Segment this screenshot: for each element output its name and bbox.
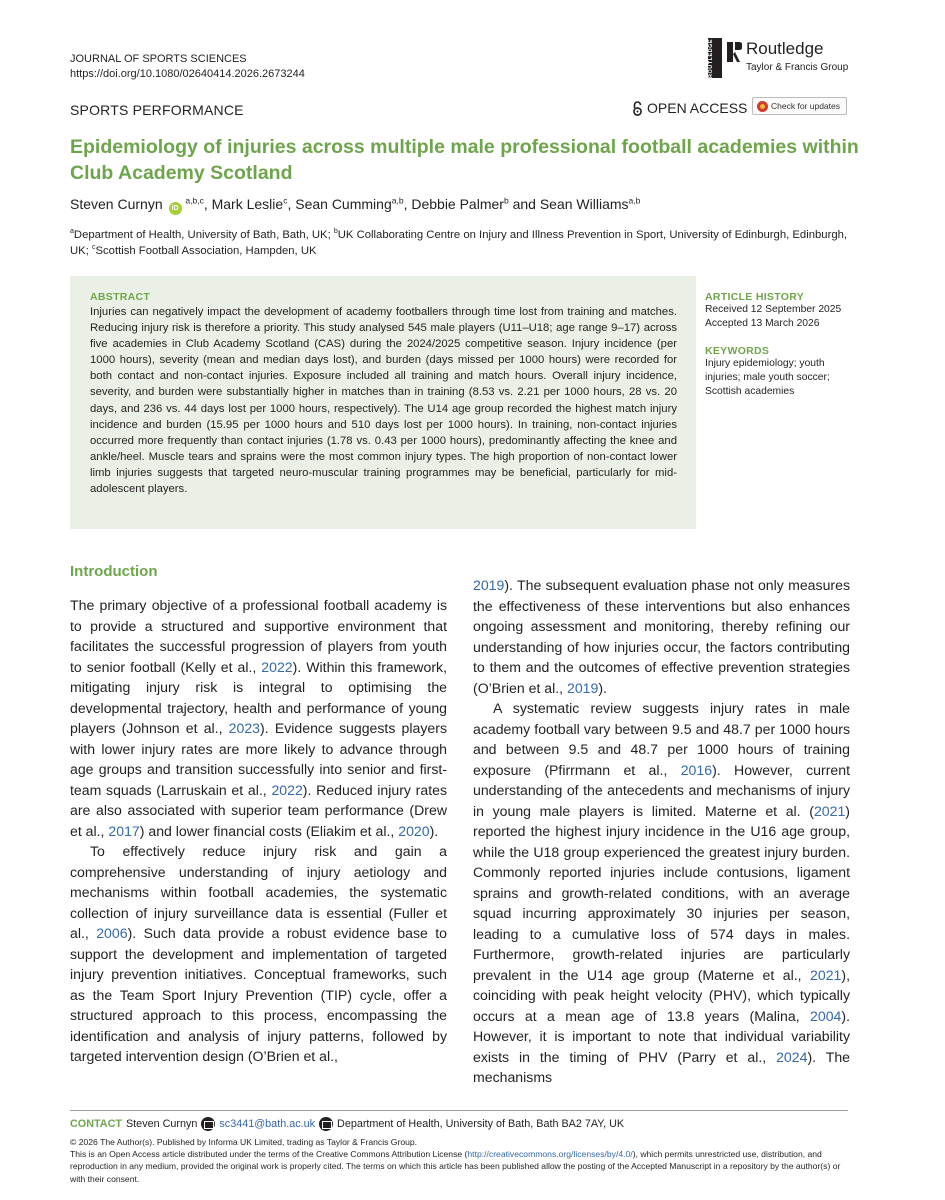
- citation-link[interactable]: 2016: [680, 761, 713, 778]
- body-text: ), coinciding with peak height velocity (PHV), which typically occurs at a mean age of 13.8 years (Malina,: [473, 966, 850, 1024]
- keywords-heading: KEYWORDS: [705, 345, 770, 357]
- contact-email-link[interactable]: sc3441@bath.ac.uk: [219, 1118, 316, 1130]
- body-column-right: [473, 575, 850, 1088]
- affiliation-text: UK Collaborating Centre on Injury and Illness Prevention in Sport, University of Edinburgh, Edinburgh, UK;: [70, 229, 848, 257]
- body-text: ).: [598, 679, 607, 696]
- keywords-text: Injury epidemiology; youth injuries; male youth soccer; Scottish academies: [705, 358, 830, 397]
- crossmark-icon: [757, 101, 768, 112]
- body-paragraph: [70, 595, 447, 841]
- journal-header: [70, 52, 305, 82]
- body-text: ). The mechanisms: [473, 1048, 850, 1085]
- routledge-logo-icon: [726, 41, 742, 63]
- article-history-heading: ARTICLE HISTORY: [705, 291, 805, 303]
- affiliation-sup: a: [70, 228, 74, 236]
- citation-link[interactable]: 2023: [228, 720, 261, 736]
- citation-link[interactable]: 2021: [810, 966, 842, 983]
- body-column-left: [70, 595, 447, 1067]
- affiliation-text: Department of Health, University of Bath, Bath, UK;: [73, 229, 334, 241]
- body-text: ).: [429, 822, 439, 839]
- body-text: A systematic review suggests injury rates in male academy football vary between 9.5 and 48.7 per 1000 hours and between 9.5 and 48.7 per 1000 hours of training exposure (Pfirrmann et al.,: [473, 700, 850, 778]
- body-text: ) reported the highest injury incidence in the U16 age group, while the U18 group experienced the greatest injury burden. Commonly reported injuries include contusions, ligament sprains and growth-related conditions, with an average squad incurring approximately 30 injuries per season, leading to a cumulative loss of 574 days in males. Furthermore, growth-related injuries are particularly prevalent in the U14 age group (Materne et al.,: [473, 802, 850, 983]
- abstract-box: [70, 276, 696, 529]
- address-icon: [319, 1117, 333, 1131]
- introduction-heading: Introduction: [70, 563, 158, 580]
- body-text: ) and lower financial costs (Eliakim et al.,: [139, 822, 399, 839]
- citation-link[interactable]: 2020: [398, 822, 430, 839]
- contact-address: Department of Health, University of Bath, Bath BA2 7AY, UK: [337, 1118, 625, 1130]
- author-separator: ,: [203, 196, 212, 212]
- affiliation-sup: c: [91, 244, 96, 252]
- body-text: ). However, current understanding of the antecedents and mechanisms of injury in young male players is limited. Materne et al. (: [473, 761, 850, 819]
- publisher-vertical-mark: ROUTLEDGE: [708, 38, 722, 78]
- author-separator: ,: [287, 196, 296, 212]
- section-label: SPORTS PERFORMANCE: [70, 102, 244, 118]
- received-date: Received 12 September 2025: [705, 304, 842, 315]
- orcid-icon[interactable]: iD: [169, 202, 182, 215]
- author-name[interactable]: Debbie Palmer: [411, 196, 504, 212]
- open-access-label: OPEN ACCESS: [647, 100, 748, 116]
- body-text: ). Within this framework, mitigating injury risk is integral to optimising the developmental trajectory, health and performance of young players (Johnson et al.,: [70, 658, 447, 736]
- check-updates-button[interactable]: [752, 97, 847, 115]
- contact-name: Steven Curnyn: [125, 1118, 198, 1130]
- author-name[interactable]: Steven Curnyn: [70, 196, 163, 212]
- citation-link[interactable]: 2006: [96, 925, 128, 941]
- article-title: Epidemiology of injuries across multiple male professional football academies within Club Academy Scotland: [70, 136, 859, 184]
- citation-link[interactable]: 2004: [810, 1007, 842, 1024]
- author-name[interactable]: Sean Cumming: [295, 196, 392, 212]
- affiliation-sup: b: [333, 228, 338, 236]
- body-paragraph: [473, 698, 850, 1088]
- license-block: [70, 1136, 850, 1185]
- author-separator: ,: [403, 196, 412, 212]
- abstract-text: Injuries can negatively impact the development of academy footballers through time lost from training and matches. Reducing injury risk is therefore a priority. This study analysed 545 male players (U11–U18; age range 9–17) across five academies in Club Academy Scotland (CAS) during the 2024/2025 competitive season. Injury incidence (per 1000 hours), severity (mean and median days lost), and burden (days missed per 1000 hours) were recorded for both contact and non-contact injuries. Exposure included all training and match hours. Overall injury incidence, severity, and burden were substantially higher in matches than in training (8.53 vs. 2.21 per 1000 hours, 28 vs. 20 days, and 236 vs. 44 days lost per 1000 hours, respectively). The U14 age group recorded the highest match injury incidence and burden (15.95 per 1000 hours and 510 days lost per 1000 hours). In training, non-contact injuries occurred more frequently than contact injuries (1.78 vs. 0.43 per 1000 hours), predominantly affecting the knee and ankle/heel. Muscle tears and sprains were the most common injury types. The high proportion of non-contact lower limb injuries suggests that targeted neuro-muscular training programmes may be beneficial, particularly for mid-adolescent players.: [90, 306, 677, 496]
- body-paragraph: [70, 841, 447, 1067]
- open-lock-icon: [632, 101, 643, 116]
- body-text: ). Evidence suggests players with lower injury rates are more likely to advance through age groups and transition successfully into senior and first-team squads (Larruskain et al.,: [70, 720, 447, 798]
- author-affiliation-sup: a,b: [628, 195, 641, 206]
- author-name[interactable]: Mark Leslie: [211, 196, 284, 212]
- body-text: To effectively reduce injury risk and gain a comprehensive understanding of injury aetiology and mechanisms within football academies, the systematic collection of injury surveillance data is essential (Fuller et al.,: [70, 843, 447, 941]
- author-affiliation-sup: c: [283, 195, 288, 206]
- open-access-badge: [632, 100, 747, 116]
- article-history: [705, 291, 855, 331]
- doi-link[interactable]: https://doi.org/10.1080/02640414.2026.2673244: [70, 68, 305, 80]
- license-link[interactable]: http://creativecommons.org/licenses/by/4.0/: [467, 1149, 633, 1160]
- author-list: [70, 196, 640, 215]
- author-affiliation-sup: a,b,c: [185, 195, 204, 206]
- citation-link[interactable]: 2017: [108, 822, 140, 839]
- body-text: ). Reduced injury rates are also associated with superior team performance (Drew et al.,: [70, 781, 447, 839]
- license-text-end: ), which permits unrestricted use, distribution, and reproduction in any medium, provided the original work is properly cited. The terms on which this article has been published allow the posting of the Accepted Manuscript in a repository by the author(s) or with their consent.: [70, 1149, 841, 1184]
- body-paragraph: [473, 575, 850, 698]
- abstract-heading: ABSTRACT: [90, 291, 151, 303]
- citation-link[interactable]: 2022: [261, 658, 293, 675]
- contact-line: [70, 1117, 624, 1131]
- author-separator: and: [508, 196, 540, 212]
- body-text: ). Such data provide a robust evidence base to support the development and implementation of targeted injury prevention initiatives. Conceptual frameworks, such as the Team Sport Injury Prevention (TIP) cycle, offer a structured approach to this process, encompassing the identification and analysis of injury patterns, followed by targeted intervention design (O’Brien et al.,: [70, 925, 447, 1064]
- license-text-start: This is an Open Access article distributed under the terms of the Creative Commons Attribution License (: [70, 1149, 468, 1160]
- citation-link[interactable]: 2021: [813, 802, 846, 819]
- body-text: The primary objective of a professional football academy is to provide a structured and supportive environment that facilitates the successful progression of players from youth to senior football (Kelly et al.,: [70, 597, 447, 675]
- accepted-date: Accepted 13 March 2026: [705, 318, 820, 329]
- copyright-line: © 2026 The Author(s). Published by Informa UK Limited, trading as Taylor & Francis Group.: [70, 1137, 418, 1147]
- email-icon: [201, 1117, 215, 1131]
- affiliations: [70, 227, 850, 259]
- affiliation-text: Scottish Football Association, Hampden, UK: [95, 245, 317, 257]
- keywords: [705, 345, 855, 399]
- author-affiliation-sup: a,b: [391, 195, 404, 206]
- footer-divider: [70, 1110, 848, 1111]
- publisher-name: Routledge: [746, 39, 824, 58]
- citation-link[interactable]: 2024: [776, 1048, 808, 1065]
- publisher-subtitle: Taylor & Francis Group: [746, 62, 849, 73]
- body-text: ). The subsequent evaluation phase not only measures the effectiveness of these interventions but also enhances ongoing assessment and monitoring, thereby refining our understanding of how injuries occur, the factors contributing to them and the outcomes of effective prevention strategies (O’Brien et al.,: [473, 577, 850, 696]
- check-updates-label: Check for updates: [771, 101, 840, 111]
- body-text: ). However, it is important to note that individual variability exists in the timing of PHV (Parry et al.,: [473, 1007, 850, 1065]
- journal-name: JOURNAL OF SPORTS SCIENCES: [70, 53, 247, 65]
- author-name[interactable]: Sean Williams: [539, 196, 629, 212]
- contact-label: CONTACT: [70, 1118, 122, 1130]
- citation-link[interactable]: 2019: [567, 679, 599, 696]
- citation-link[interactable]: 2019: [473, 577, 505, 593]
- license-text: [70, 1148, 850, 1185]
- publisher-logo: [708, 38, 858, 82]
- citation-link[interactable]: 2022: [271, 781, 303, 798]
- author-affiliation-sup: b: [503, 195, 509, 206]
